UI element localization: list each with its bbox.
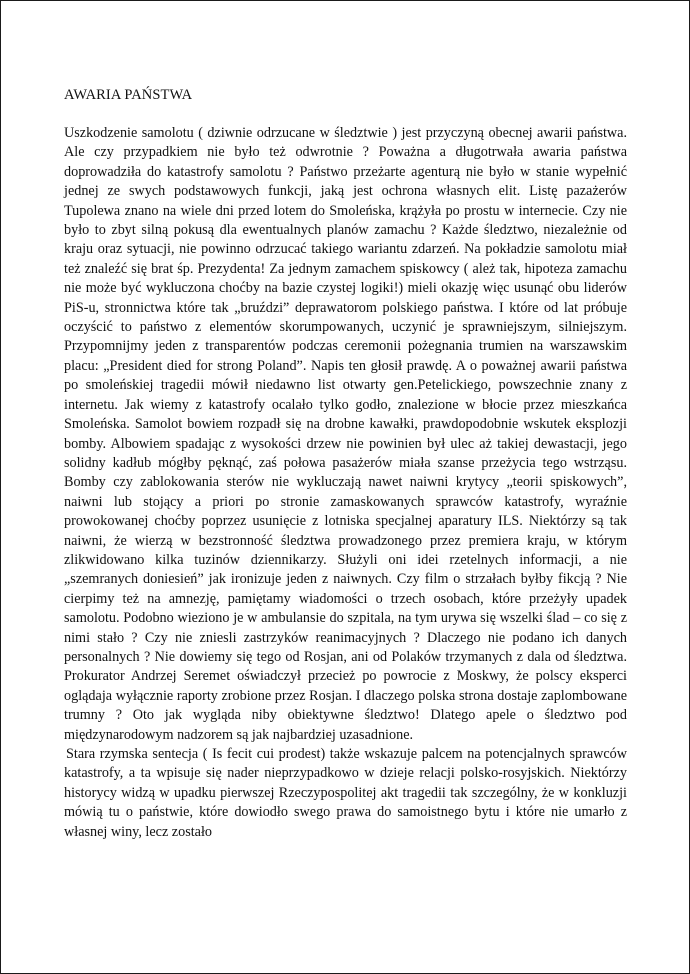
paragraph-main: Uszkodzenie samolotu ( dziwnie odrzucane w śledztwie ) jest przyczyną obecnej awarii państwa. Ale czy przypadkiem nie było też odwrotnie ? Poważna a długotrwała awaria państwa doprowadziła do katastrofy samolotu ? Państwo przeżarte agenturą nie było w stanie wypełnić jednej ze swych podstawowych funkcji, jaką jest ochrona własnych elit. Listę pazażerów Tupolewa znano na wiele dni przed lotem do Smoleńska, krążyła po prostu w internecie. Czy nie było to zbyt silną pokusą dla ewentualnych planów zamachu ? Każde śledztwo, niezależnie od kraju oraz sytuacji, nie powinno odrzucać takiego wariantu zdarzeń. Na pokładzie samolotu miał też znaleźć się brat śp. Prezydenta! Za jednym zamachem spiskowcy ( ależ tak, hipoteza zamachu nie może być wykluczona choćby na bazie czystej logiki!) mieli okazję więc usunąć obu liderów PiS-u, stronnictwa które tak „bruździ” deprawatorom polskiego państwa. I które od lat próbuje oczyścić to państwo z elementów skorumpowanych, uczynić je sprawniejszym, silniejszym. Przypomnijmy jeden z transparentów podczas ceremonii pożegnania trumien na warszawskim placu: „President died for strong Poland”. Napis ten głosił prawdę. A o poważnej awarii państwa po smoleńskiej tragedii mówił niedawno list otwarty gen.Petelickiego, powszechnie znany z internetu. Jak wiemy z katastrofy ocalało tylko godło, znalezione w błocie przez mieszkańca Smoleńska. Samolot bowiem rozpadł się na drobne kawałki, prawdopodobnie wskutek eksplozji bomby. Albowiem spadając z wysokości drzew nie powinien był ulec aż takiej dewastacji, jego solidny kadłub mógłby pęknąć, zaś połowa pasażerów miała szanse przeżycia tego wstrząsu. Bomby czy zablokowania sterów nie wykluczają nawet naiwni krytycy „teorii spiskowych”, naiwni lub stojący a priori po stronie zamaskowanych sprawców katastrofy, wyraźnie prowokowanej choćby poprzez usunięcie z lotniska specjalnej aparatury ILS. Niektórzy są tak naiwni, że wierzą w bezstronność śledztwa prowadzonego przez premiera kraju, w którym zlikwidowano kilka tuzinów dziennikarzy. Służyli oni idei rzetelnych informacji, a nie „szemranych doniesień” jak ironizuje jeden z naiwnych. Czy film o strzałach byłby fikcją ? Nie cierpimy też na amnezję, pamiętamy wiadomości o trzech osobach, które przeżyły upadek samolotu. Podobno wieziono je w ambulansie do szpitala, na tym urywa się wszelki ślad – co się z nimi stało ? Czy nie zniesli zastrzyków reanimacyjnych ? Dlaczego nie podano ich danych personalnych ? Nie dowiemy się tego od Rosjan, ani od Polaków trzymanych z dala od śledztwa. Prokurator Andrzej Seremet oświadczył przecież po powrocie z Moskwy, że polscy eksperci oglądaja wyłącznie raporty zrobione przez Rosjan. I dlaczego polska strona dostaje zaplombowane trumny ? Oto jak wygląda niby obiektywne śledztwo! Dlatego apele o śledztwo pod międzynarodowym nadzorem są jak najbardziej uzasadnione. [64, 125, 627, 743]
document-title: AWARIA PAŃSTWA [64, 87, 193, 103]
paragraph-roman-maxim: Stara rzymska sentecja ( Is fecit cui prodest) także wskazuje palcem na potencjalnych sprawców katastrofy, a ta wpisuje się nader nieprzypadkowo w dzieje relacji polsko-rosyjskich. Niektórzy historycy widzą w upadku pierwszej Rzeczypospolitej akt tragedii tak szczególny, że w konkluzji mówią tu o państwie, które dowiodło swego prawa do samoistnego bytu i które nie umarło z własnej winy, lecz zostało [64, 746, 627, 840]
document-body [64, 85, 627, 842]
